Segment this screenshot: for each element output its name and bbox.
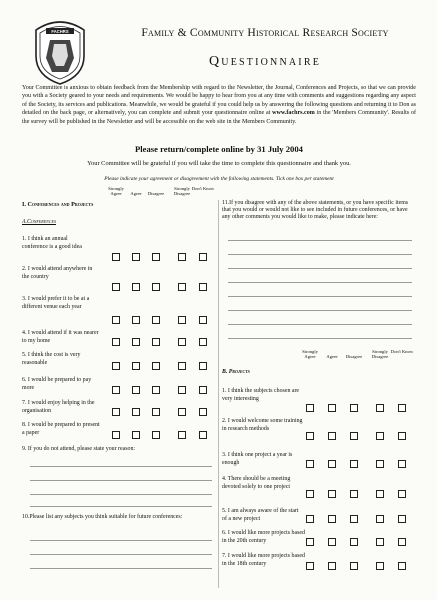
project-q1-checkbox[interactable] — [328, 404, 336, 412]
project-q2-checkbox[interactable] — [328, 432, 336, 440]
answer-line[interactable] — [30, 540, 212, 541]
conference-q8-checkbox[interactable] — [152, 431, 160, 439]
thanks-text: Your Committee will be grateful if you will take the time to complete this questionnaire and thank you. — [87, 160, 351, 167]
project-q6-checkbox[interactable] — [328, 538, 336, 546]
answer-line[interactable] — [228, 310, 412, 311]
scale-dont-know: Don't Know — [191, 186, 215, 191]
answer-line[interactable] — [228, 324, 412, 325]
project-q6-checkbox[interactable] — [350, 538, 358, 546]
conference-q5-checkbox[interactable] — [152, 362, 160, 370]
conference-q4-checkbox[interactable] — [152, 338, 160, 346]
conf-question-10: 10.Please list any subjects you think suitable for future conferences: — [22, 514, 183, 520]
conference-q4-checkbox[interactable] — [199, 338, 207, 346]
website-url: www.fachrs.com — [272, 110, 315, 117]
conference-q8-checkbox[interactable] — [178, 431, 186, 439]
project-q2-checkbox[interactable] — [398, 432, 406, 440]
conf-question-1: 1. I think an annual conference is a good idea — [22, 236, 82, 250]
subsection-projects: B. Projects — [222, 369, 250, 375]
society-name: Family & Community Historical Research Society — [141, 26, 389, 39]
conference-q6-checkbox[interactable] — [199, 386, 207, 394]
answer-line[interactable] — [30, 506, 212, 507]
conference-q8-checkbox[interactable] — [132, 431, 140, 439]
answer-line[interactable] — [30, 466, 212, 467]
conf-question-8: 8. I would be prepared to present a paper — [22, 422, 100, 436]
conference-q2-checkbox[interactable] — [112, 283, 120, 291]
question-11-comments: 11.If you disagree with any of the above statements, or you have specific items that you would or would not like to see included in future conferences, or have any other comments you would like to make, please indicate here: — [222, 200, 409, 221]
conf-question-3: 3. I would prefer it to be at a different venue each year — [22, 296, 90, 310]
answer-line[interactable] — [228, 254, 412, 255]
conference-q2-checkbox[interactable] — [199, 283, 207, 291]
answer-line[interactable] — [30, 568, 212, 569]
project-q5-checkbox[interactable] — [306, 515, 314, 523]
conference-q6-checkbox[interactable] — [152, 386, 160, 394]
page-title: Questionnaire — [208, 54, 322, 69]
conference-q6-checkbox[interactable] — [178, 386, 186, 394]
answer-line[interactable] — [30, 494, 212, 495]
project-q3-checkbox[interactable] — [398, 460, 406, 468]
project-q3-checkbox[interactable] — [376, 460, 384, 468]
project-q1-checkbox[interactable] — [306, 404, 314, 412]
scale-strongly-disagree: Strongly Disagree — [173, 186, 191, 197]
conference-q4-checkbox[interactable] — [112, 338, 120, 346]
project-q5-checkbox[interactable] — [398, 515, 406, 523]
project-q5-checkbox[interactable] — [376, 515, 384, 523]
project-question-3: 3. I think one project a year is enough — [222, 452, 293, 466]
svg-text:FACHRS: FACHRS — [51, 28, 69, 34]
project-question-6: 6. I would like more projects based in the 20th century — [222, 530, 305, 544]
conference-q8-checkbox[interactable] — [199, 431, 207, 439]
instruction-text: Please indicate your agreement or disagreement with the following statements. Tick one box per statement — [104, 176, 334, 182]
conference-q2-checkbox[interactable] — [178, 283, 186, 291]
conference-q1-checkbox[interactable] — [132, 253, 140, 261]
conference-q2-checkbox[interactable] — [152, 283, 160, 291]
answer-line[interactable] — [228, 282, 412, 283]
deadline-notice: Please return/complete online by 31 July 2004 — [135, 144, 303, 154]
projects-scale-strongly-agree: Strongly Agree — [302, 349, 318, 360]
project-q4-checkbox[interactable] — [306, 490, 314, 498]
project-q3-checkbox[interactable] — [306, 460, 314, 468]
conference-q7-checkbox[interactable] — [178, 408, 186, 416]
answer-line[interactable] — [228, 268, 412, 269]
scale-strongly-agree: Strongly Agree — [108, 186, 124, 197]
project-q6-checkbox[interactable] — [376, 538, 384, 546]
conf-question-6: 6. I would be prepared to pay more — [22, 377, 92, 391]
intro-text-2: in the 'Members Community'. Results of the survey will be published in the Newsletter and will be accessible on the web site in the Members Community. — [22, 110, 416, 125]
conference-q5-checkbox[interactable] — [178, 362, 186, 370]
conference-q7-checkbox[interactable] — [152, 408, 160, 416]
answer-line[interactable] — [30, 554, 212, 555]
project-q1-checkbox[interactable] — [398, 404, 406, 412]
conf-question-2: 2. I would attend anywhere in the country — [22, 266, 93, 280]
section-title-conferences-projects: I. Conferences and Projects — [22, 201, 94, 208]
conference-q3-checkbox[interactable] — [112, 316, 120, 324]
conference-q1-checkbox[interactable] — [152, 253, 160, 261]
project-question-5: 5. I am always aware of the start of a new project — [222, 508, 299, 522]
project-q7-checkbox[interactable] — [306, 562, 314, 570]
conference-q6-checkbox[interactable] — [112, 386, 120, 394]
project-q4-checkbox[interactable] — [376, 490, 384, 498]
conference-q3-checkbox[interactable] — [178, 316, 186, 324]
project-q5-checkbox[interactable] — [328, 515, 336, 523]
answer-line[interactable] — [228, 296, 412, 297]
conference-q5-checkbox[interactable] — [132, 362, 140, 370]
subsection-conferences: A.Conferences — [22, 219, 56, 225]
project-q4-checkbox[interactable] — [350, 490, 358, 498]
scale-disagree: Disagree — [147, 191, 165, 196]
conference-q3-checkbox[interactable] — [152, 316, 160, 324]
projects-scale-agree: Agree — [326, 354, 338, 359]
conference-q1-checkbox[interactable] — [112, 253, 120, 261]
conference-q3-checkbox[interactable] — [132, 316, 140, 324]
answer-line[interactable] — [228, 338, 412, 339]
projects-scale-disagree: Disagree — [345, 354, 363, 359]
project-q2-checkbox[interactable] — [376, 432, 384, 440]
scale-agree: Agree — [130, 191, 142, 196]
project-q3-checkbox[interactable] — [328, 460, 336, 468]
project-q2-checkbox[interactable] — [306, 432, 314, 440]
conference-q4-checkbox[interactable] — [132, 338, 140, 346]
conference-q7-checkbox[interactable] — [199, 408, 207, 416]
conference-q5-checkbox[interactable] — [199, 362, 207, 370]
project-q4-checkbox[interactable] — [328, 490, 336, 498]
project-q5-checkbox[interactable] — [350, 515, 358, 523]
conference-q1-checkbox[interactable] — [199, 253, 207, 261]
answer-line[interactable] — [228, 240, 412, 241]
column-divider — [218, 200, 219, 588]
project-q7-checkbox[interactable] — [376, 562, 384, 570]
conf-question-7: 7. I would enjoy helping in the organisation — [22, 400, 95, 414]
conference-q1-checkbox[interactable] — [178, 253, 186, 261]
society-logo — [30, 16, 90, 86]
intro-text-1: Your Committee is anxious to obtain feedback from the Membership with regard to the Newsletter, the Journal, Conferences and Projects, so that we can provide you with a Society geared to your needs and requirements. We would be happy to hear from you at any time with comments and suggestions regarding any aspect of the Society, its services and publications. Meanwhile, we would be grateful if you could help us by answering the following questions and returning it to Don as detailed on the back page, or alternatively, you can complete and submit your questionnaire online at — [22, 85, 416, 117]
project-q2-checkbox[interactable] — [350, 432, 358, 440]
intro-paragraph — [22, 84, 416, 126]
conference-q6-checkbox[interactable] — [132, 386, 140, 394]
project-q7-checkbox[interactable] — [328, 562, 336, 570]
project-q7-checkbox[interactable] — [398, 562, 406, 570]
project-q3-checkbox[interactable] — [350, 460, 358, 468]
answer-line[interactable] — [30, 480, 212, 481]
projects-scale-strongly-disagree: Strongly Disagree — [371, 349, 389, 360]
project-q6-checkbox[interactable] — [306, 538, 314, 546]
project-q6-checkbox[interactable] — [398, 538, 406, 546]
conference-q4-checkbox[interactable] — [178, 338, 186, 346]
project-q1-checkbox[interactable] — [350, 404, 358, 412]
project-q4-checkbox[interactable] — [398, 490, 406, 498]
conference-q3-checkbox[interactable] — [199, 316, 207, 324]
project-question-7: 7. I would like more projects based in the 18th century — [222, 553, 305, 567]
conf-question-9: 9. If you do not attend, please state your reason: — [22, 446, 136, 452]
conference-q7-checkbox[interactable] — [112, 408, 120, 416]
project-q1-checkbox[interactable] — [376, 404, 384, 412]
project-question-1: 1. I think the subjects chosen are very interesting — [222, 388, 300, 402]
conference-q7-checkbox[interactable] — [132, 408, 140, 416]
conf-question-5: 5. I think the cost is very reasonable — [22, 352, 81, 366]
project-q7-checkbox[interactable] — [350, 562, 358, 570]
conference-q5-checkbox[interactable] — [112, 362, 120, 370]
conference-q2-checkbox[interactable] — [132, 283, 140, 291]
projects-scale-dont-know: Don't Know — [390, 349, 414, 354]
conf-question-4: 4. I would attend if it was nearer to my home — [22, 330, 99, 344]
conference-q8-checkbox[interactable] — [112, 431, 120, 439]
project-question-4: 4. There should be a meeting devoted solely to one project — [222, 476, 291, 490]
project-question-2: 2. I would welcome some training in research methods — [222, 418, 303, 432]
